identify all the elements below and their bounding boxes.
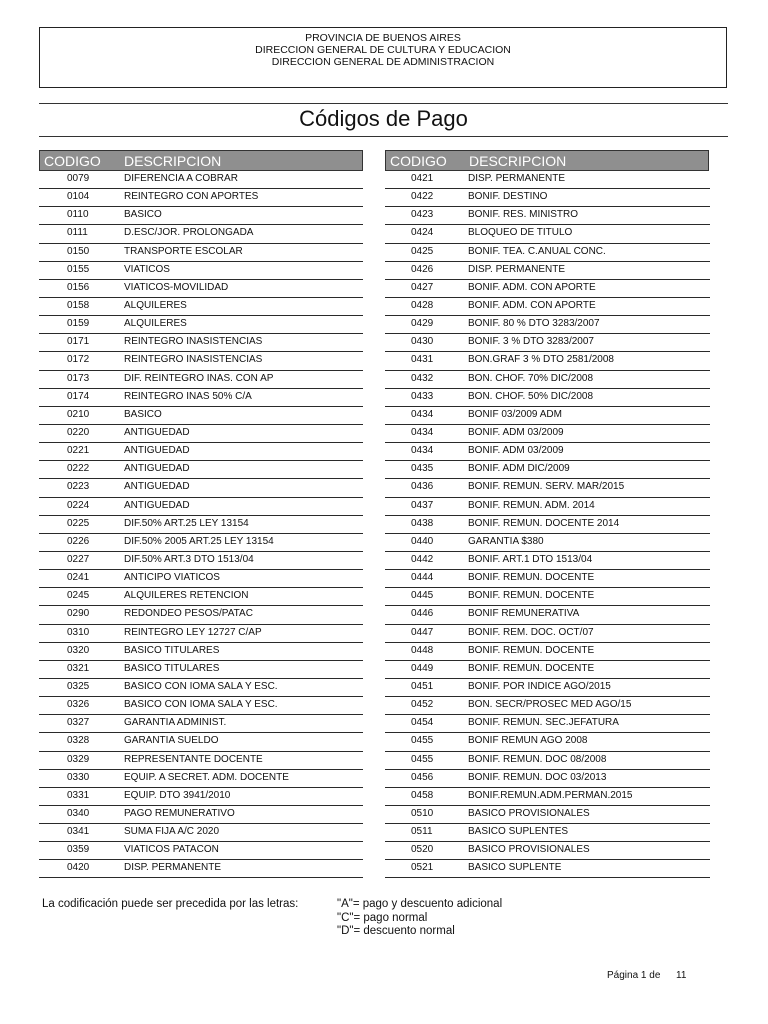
row-description: DISP. PERMANENTE (124, 862, 222, 874)
row-description: BON. CHOF. 70% DIC/2008 (468, 372, 594, 384)
row-code: 0226 (67, 535, 90, 547)
table-row (385, 443, 710, 461)
row-code: 0420 (67, 862, 90, 874)
row-code: 0436 (411, 481, 434, 493)
row-description: BON. SECR/PROSEC MED AGO/15 (468, 699, 632, 711)
table-row (39, 334, 363, 352)
table-row (385, 679, 710, 697)
row-code: 0222 (67, 463, 90, 475)
table-row (385, 697, 710, 715)
row-code: 0359 (67, 844, 90, 856)
row-description: ANTIGUEDAD (124, 426, 190, 438)
page-title: Códigos de Pago (299, 106, 468, 131)
header-direccion-cultura: DIRECCION GENERAL DE CULTURA Y EDUCACION (255, 44, 511, 56)
table-row (39, 697, 363, 715)
row-description: BONIF. 80 % DTO 3283/2007 (468, 318, 600, 330)
table-row (385, 534, 710, 552)
row-code: 0327 (67, 717, 90, 729)
row-description: DISP. PERMANENTE (468, 173, 566, 184)
table-row (385, 334, 710, 352)
row-code: 0442 (411, 553, 434, 565)
row-code: 0328 (67, 735, 90, 747)
table-row (385, 570, 710, 588)
row-code: 0156 (67, 281, 90, 293)
row-description: BLOQUEO DE TITULO (468, 227, 573, 239)
row-code: 0224 (67, 499, 90, 511)
row-description: BASICO TITULARES (124, 662, 220, 674)
row-description: BONIF. DESTINO (468, 191, 548, 203)
table-row (39, 625, 363, 643)
row-description: BONIF. REMUN. DOCENTE 2014 (468, 517, 620, 529)
row-description: BONIF REMUN AGO 2008 (468, 735, 588, 747)
table-body-right (385, 171, 710, 878)
table-row (39, 425, 363, 443)
row-description: BASICO CON IOMA SALA Y ESC. (124, 680, 278, 692)
row-description: TRANSPORTE ESCOLAR (124, 245, 243, 257)
footnote-letter-a: "A"= pago y descuento adicional (337, 898, 503, 910)
row-code: 0174 (67, 390, 90, 402)
row-description: ANTIGUEDAD (124, 445, 190, 457)
row-description: GARANTIA ADMINIST. (124, 717, 227, 729)
table-row (385, 806, 710, 824)
row-code: 0511 (411, 826, 433, 838)
table-row (385, 262, 710, 280)
row-description: BASICO SUPLENTES (468, 826, 569, 838)
table-body-left (39, 171, 363, 878)
table-row (39, 389, 363, 407)
table-row (39, 207, 363, 225)
row-code: 0290 (67, 608, 90, 620)
row-code: 0431 (411, 354, 434, 366)
table-row (39, 189, 363, 207)
row-description: REINTEGRO INAS 50% C/A (124, 390, 252, 402)
row-description: PAGO REMUNERATIVO (124, 807, 235, 819)
table-row (385, 298, 710, 316)
table-row (385, 842, 710, 860)
row-description: GARANTIA $380 (468, 535, 544, 547)
row-description: BASICO SUPLENTE (468, 862, 562, 874)
row-code: 0155 (67, 263, 90, 275)
row-code: 0455 (411, 735, 434, 747)
table-row (385, 516, 710, 534)
header-province: PROVINCIA DE BUENOS AIRES (305, 32, 461, 44)
row-code: 0428 (411, 299, 434, 311)
row-code: 0446 (411, 608, 434, 620)
table-row (39, 280, 363, 298)
table-row (39, 298, 363, 316)
table-row (39, 788, 363, 806)
row-description: BONIF. REMUN. ADM. 2014 (468, 499, 595, 511)
row-description: DIF.50% ART.3 DTO 1513/04 (124, 553, 254, 565)
row-description: REINTEGRO INASISTENCIAS (124, 354, 263, 366)
row-code: 0341 (67, 826, 90, 838)
title-bottom-rule (39, 136, 728, 137)
table-row (39, 552, 363, 570)
row-code: 0321 (67, 662, 90, 674)
row-code: 0331 (67, 789, 90, 801)
table-row (385, 171, 710, 189)
row-code: 0245 (67, 590, 90, 602)
table-row (385, 389, 710, 407)
footnote-intro: La codificación puede ser precedida por las letras: (42, 898, 299, 910)
row-description: DISP. PERMANENTE (468, 263, 566, 275)
row-description: BASICO TITULARES (124, 644, 220, 656)
row-description: BASICO PROVISIONALES (468, 807, 590, 819)
row-code: 0310 (67, 626, 90, 638)
row-code: 0227 (67, 553, 90, 565)
row-description: DIF.50% ART.25 LEY 13154 (124, 517, 249, 529)
footnote-letter-c: "C"= pago normal (337, 911, 428, 924)
row-description: BONIF. POR INDICE AGO/2015 (468, 680, 611, 692)
row-description: GARANTIA SUELDO (124, 735, 219, 747)
row-description: EQUIP. DTO 3941/2010 (124, 789, 231, 801)
footnote-letter-d: "D"= descuento normal (337, 925, 455, 937)
table-row (385, 824, 710, 842)
row-code: 0438 (411, 517, 434, 529)
table-row (39, 824, 363, 842)
row-description: BONIF. REMUN. DOCENTE (468, 644, 595, 656)
page-number-total: 11 (676, 970, 687, 981)
row-description: BON. CHOF. 50% DIC/2008 (468, 390, 594, 402)
row-description: ANTICIPO VIATICOS (124, 572, 220, 584)
row-code: 0454 (411, 717, 434, 729)
row-code: 0425 (411, 245, 434, 257)
table-row (385, 770, 710, 788)
row-description: REPRESENTANTE DOCENTE (124, 753, 263, 765)
table-row (39, 752, 363, 770)
row-code: 0520 (411, 844, 434, 856)
table-row (385, 606, 710, 624)
table-row (39, 733, 363, 751)
row-description: BONIF REMUNERATIVA (468, 608, 580, 620)
row-code: 0329 (67, 753, 90, 765)
row-description: BONIF. ADM 03/2009 (468, 426, 564, 438)
row-code: 0427 (411, 281, 434, 293)
table-row (39, 606, 363, 624)
row-code: 0422 (411, 191, 434, 203)
table-row (39, 570, 363, 588)
row-description: ANTIGUEDAD (124, 463, 190, 475)
row-code: 0225 (67, 517, 90, 529)
row-code: 0434 (411, 426, 434, 438)
row-code: 0447 (411, 626, 434, 638)
header-direccion-administracion: DIRECCION GENERAL DE ADMINISTRACION (271, 56, 495, 68)
table-row (39, 316, 363, 334)
row-code: 0320 (67, 644, 90, 656)
table-row (39, 479, 363, 497)
row-description: BONIF. ADM. CON APORTE (468, 281, 596, 293)
row-code: 0423 (411, 209, 434, 221)
table-row (39, 679, 363, 697)
row-description: REINTEGRO CON APORTES (124, 191, 259, 203)
table-row (385, 225, 710, 243)
row-code: 0448 (411, 644, 434, 656)
row-code: 0452 (411, 699, 434, 711)
table-row (385, 715, 710, 733)
table-header-left (39, 150, 363, 171)
table-row (39, 371, 363, 389)
row-description: BONIF.REMUN.ADM.PERMAN.2015 (468, 789, 633, 801)
row-code: 0445 (411, 590, 434, 602)
row-description: BONIF. REMUN. SEC.JEFATURA (468, 717, 619, 729)
table-row (39, 352, 363, 370)
row-code: 0440 (411, 535, 434, 547)
table-row (385, 207, 710, 225)
row-code: 0171 (67, 336, 90, 348)
row-code: 0521 (411, 862, 434, 874)
table-row (39, 225, 363, 243)
row-description: BONIF. TEA. C.ANUAL CONC. (468, 245, 606, 257)
row-description: BONIF. REMUN. DOCENTE (468, 590, 595, 602)
row-code: 0340 (67, 807, 90, 819)
row-description: BONIF. REMUN. DOCENTE (468, 662, 595, 674)
row-code: 0110 (67, 209, 89, 221)
footnote-legend (337, 898, 502, 939)
row-code: 0325 (67, 680, 90, 692)
table-row (385, 552, 710, 570)
table-row (385, 407, 710, 425)
row-code: 0221 (67, 445, 90, 457)
table-row (39, 588, 363, 606)
row-code: 0429 (411, 318, 434, 330)
row-code: 0444 (411, 572, 434, 584)
row-code: 0437 (411, 499, 434, 511)
row-code: 0330 (67, 771, 90, 783)
row-code: 0451 (411, 680, 434, 692)
table-row (39, 842, 363, 860)
row-description: ALQUILERES RETENCION (124, 590, 249, 602)
table-row (385, 860, 710, 878)
table-row (385, 733, 710, 751)
table-row (385, 661, 710, 679)
table-row (385, 371, 710, 389)
row-code: 0449 (411, 662, 434, 674)
row-description: BONIF. 3 % DTO 3283/2007 (468, 336, 594, 348)
row-description: BASICO (124, 408, 162, 420)
row-description: BONIF 03/2009 ADM (468, 408, 562, 420)
row-code: 0173 (67, 372, 90, 384)
table-row (39, 407, 363, 425)
row-description: DIFERENCIA A COBRAR (124, 173, 238, 184)
table-row (385, 498, 710, 516)
row-description: BONIF. REMUN. DOC 03/2013 (468, 771, 607, 783)
table-row (39, 244, 363, 262)
row-description: DIF. REINTEGRO INAS. CON AP (124, 372, 274, 384)
row-code: 0172 (67, 354, 90, 366)
row-code: 0220 (67, 426, 90, 438)
row-code: 0458 (411, 789, 434, 801)
table-row (385, 352, 710, 370)
table-row (385, 643, 710, 661)
table-header-right (385, 150, 709, 171)
table-row (39, 443, 363, 461)
row-code: 0079 (67, 173, 90, 184)
row-description: VIATICOS (124, 263, 170, 275)
row-code: 0456 (411, 771, 434, 783)
row-code: 0158 (67, 299, 90, 311)
table-row (39, 171, 363, 189)
row-description: SUMA FIJA A/C 2020 (124, 826, 220, 838)
row-description: BASICO PROVISIONALES (468, 844, 590, 856)
row-code: 0150 (67, 245, 90, 257)
row-description: VIATICOS PATACON (124, 844, 219, 856)
table-row (385, 316, 710, 334)
row-code: 0433 (411, 390, 434, 402)
row-description: BONIF. REMUN. DOCENTE (468, 572, 595, 584)
document-header (39, 27, 727, 88)
row-code: 0434 (411, 445, 434, 457)
row-code: 0426 (411, 263, 434, 275)
row-code: 0430 (411, 336, 434, 348)
table-row (385, 588, 710, 606)
row-code: 0421 (411, 173, 434, 184)
row-description: BONIF. REMUN. SERV. MAR/2015 (468, 481, 625, 493)
row-code: 0432 (411, 372, 434, 384)
table-row (39, 643, 363, 661)
row-description: BASICO CON IOMA SALA Y ESC. (124, 699, 278, 711)
row-description: ANTIGUEDAD (124, 481, 190, 493)
table-row (385, 479, 710, 497)
row-description: BASICO (124, 209, 162, 221)
row-code: 0424 (411, 227, 434, 239)
table-row (385, 280, 710, 298)
row-description: BONIF. ADM. CON APORTE (468, 299, 596, 311)
row-description: REINTEGRO LEY 12727 C/AP (124, 626, 262, 638)
row-description: VIATICOS-MOVILIDAD (124, 281, 229, 293)
row-code: 0104 (67, 191, 90, 203)
row-description: BONIF. ART.1 DTO 1513/04 (468, 553, 593, 565)
row-description: ALQUILERES (124, 318, 187, 330)
row-description: EQUIP. A SECRET. ADM. DOCENTE (124, 771, 289, 783)
row-description: ALQUILERES (124, 299, 187, 311)
row-code: 0223 (67, 481, 90, 493)
table-row (385, 189, 710, 207)
table-row (39, 534, 363, 552)
table-row (39, 461, 363, 479)
table-row (385, 752, 710, 770)
row-description: BONIF. ADM 03/2009 (468, 445, 564, 457)
row-description: BONIF. REMUN. DOC 08/2008 (468, 753, 607, 765)
table-row (385, 244, 710, 262)
table-row (39, 661, 363, 679)
table-row (385, 461, 710, 479)
row-code: 0510 (411, 807, 434, 819)
table-row (385, 425, 710, 443)
row-description: BONIF. RES. MINISTRO (468, 209, 579, 221)
row-description: REDONDEO PESOS/PATAC (124, 608, 253, 620)
row-description: BONIF. ADM DIC/2009 (468, 463, 570, 475)
row-code: 0326 (67, 699, 90, 711)
row-description: D.ESC/JOR. PROLONGADA (124, 227, 254, 239)
page-number-label: Página 1 de (607, 970, 661, 981)
table-row (39, 498, 363, 516)
row-description: DIF.50% 2005 ART.25 LEY 13154 (124, 535, 274, 547)
row-code: 0159 (67, 318, 90, 330)
row-code: 0434 (411, 408, 434, 420)
row-description: BONIF. REM. DOC. OCT/07 (468, 626, 594, 638)
row-code: 0111 (67, 227, 88, 239)
header-descripcion: DESCRIPCION (469, 153, 567, 169)
table-row (39, 806, 363, 824)
table-row (39, 262, 363, 280)
row-code: 0455 (411, 753, 434, 765)
row-code: 0210 (67, 408, 90, 420)
header-descripcion: DESCRIPCION (124, 153, 222, 169)
table-row (385, 788, 710, 806)
table-row (39, 860, 363, 878)
row-description: BON.GRAF 3 % DTO 2581/2008 (468, 354, 614, 366)
table-row (39, 770, 363, 788)
header-codigo: CODIGO (390, 153, 447, 169)
table-row (385, 625, 710, 643)
row-description: ANTIGUEDAD (124, 499, 190, 511)
row-code: 0241 (67, 572, 90, 584)
table-row (39, 516, 363, 534)
row-code: 0435 (411, 463, 434, 475)
header-codigo: CODIGO (44, 153, 101, 169)
table-row (39, 715, 363, 733)
row-description: REINTEGRO INASISTENCIAS (124, 336, 263, 348)
